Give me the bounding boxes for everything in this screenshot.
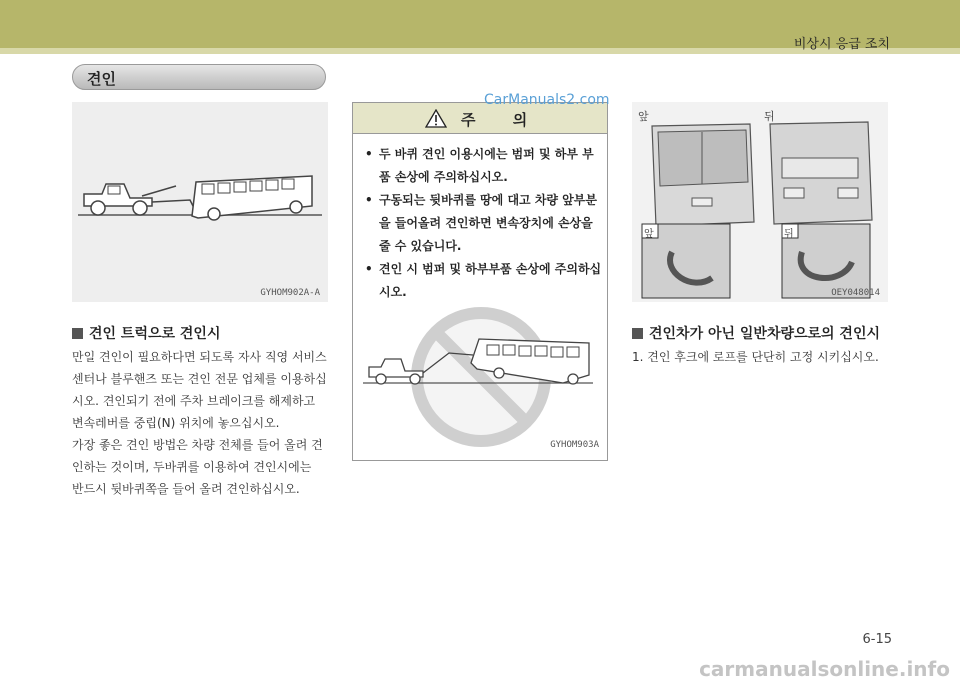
truck-paragraph [72, 346, 336, 500]
caution-list [365, 143, 603, 304]
caution-title: 주 의 [461, 111, 544, 129]
text-line: 반드시 뒷바퀴쪽을 들어 올려 견인하십시오. [72, 482, 300, 496]
caution-item: • 견인 시 범퍼 및 하부부품 손상에 주의하십시오. [365, 258, 603, 304]
caution-item: • 두 바퀴 견인 이용시에는 범퍼 및 하부 부품 손상에 주의하십시오. [365, 143, 603, 189]
bullet-square-icon [72, 328, 83, 339]
caution-item: • 구동되는 뒷바퀴를 땅에 대고 차량 앞부분을 들어올려 견인하면 변속장치에 손상을 줄 수 있습니다. [365, 189, 603, 258]
topic-pill [72, 64, 326, 90]
figure-tow-truck [72, 102, 328, 302]
text-line: 시오. 견인되기 전에 주차 브레이크를 해제하고 [72, 394, 316, 408]
text-line: 변속레버를 중립(N) 위치에 놓으십시오. [72, 416, 280, 430]
section-heading-truck: 견인 트럭으로 견인시 [72, 323, 220, 343]
front-label: 앞 [638, 110, 649, 123]
tow-truck-illustration [72, 102, 328, 302]
bus-front-rear-illustration [632, 102, 888, 302]
rear-label: 뒤 [764, 110, 775, 123]
caution-box [352, 102, 608, 461]
topic-pill-label: 견인 [87, 70, 116, 88]
caution-figure-caption: GYHOM903A [550, 440, 599, 450]
bullet-square-icon [632, 328, 643, 339]
watermark-top: CarManuals2.com [484, 92, 610, 108]
figure-bus-hooks [632, 102, 888, 302]
figure-caption: GYHOM902A-A [260, 288, 320, 298]
section-heading-general: 견인차가 아닌 일반차량으로의 견인시 [632, 323, 880, 343]
page-number: 6-15 [862, 632, 892, 647]
text-line: 센터나 블루핸즈 또는 견인 전문 업체를 이용하십 [72, 372, 327, 386]
inset-rear-label: 뒤 [784, 229, 794, 240]
prohibited-towing-illustration [353, 303, 607, 453]
warning-triangle-icon [425, 109, 447, 128]
figure-caption: OEY048014 [831, 288, 880, 298]
section-title: 비상시 응급 조치 [793, 37, 890, 52]
inset-front-label: 앞 [644, 229, 654, 240]
general-item: 1. 견인 후크에 로프를 단단히 고정 시키십시오. [632, 350, 879, 364]
text-line: 가장 좋은 견인 방법은 차량 전체를 들어 올려 견 [72, 438, 323, 452]
footer-watermark: carmanualsonline.info [699, 657, 950, 681]
text-line: 만일 견인이 필요하다면 되도록 자사 직영 서비스 [72, 350, 327, 364]
text-line: 인하는 것이며, 두바퀴를 이용하여 견인시에는 [72, 460, 312, 474]
